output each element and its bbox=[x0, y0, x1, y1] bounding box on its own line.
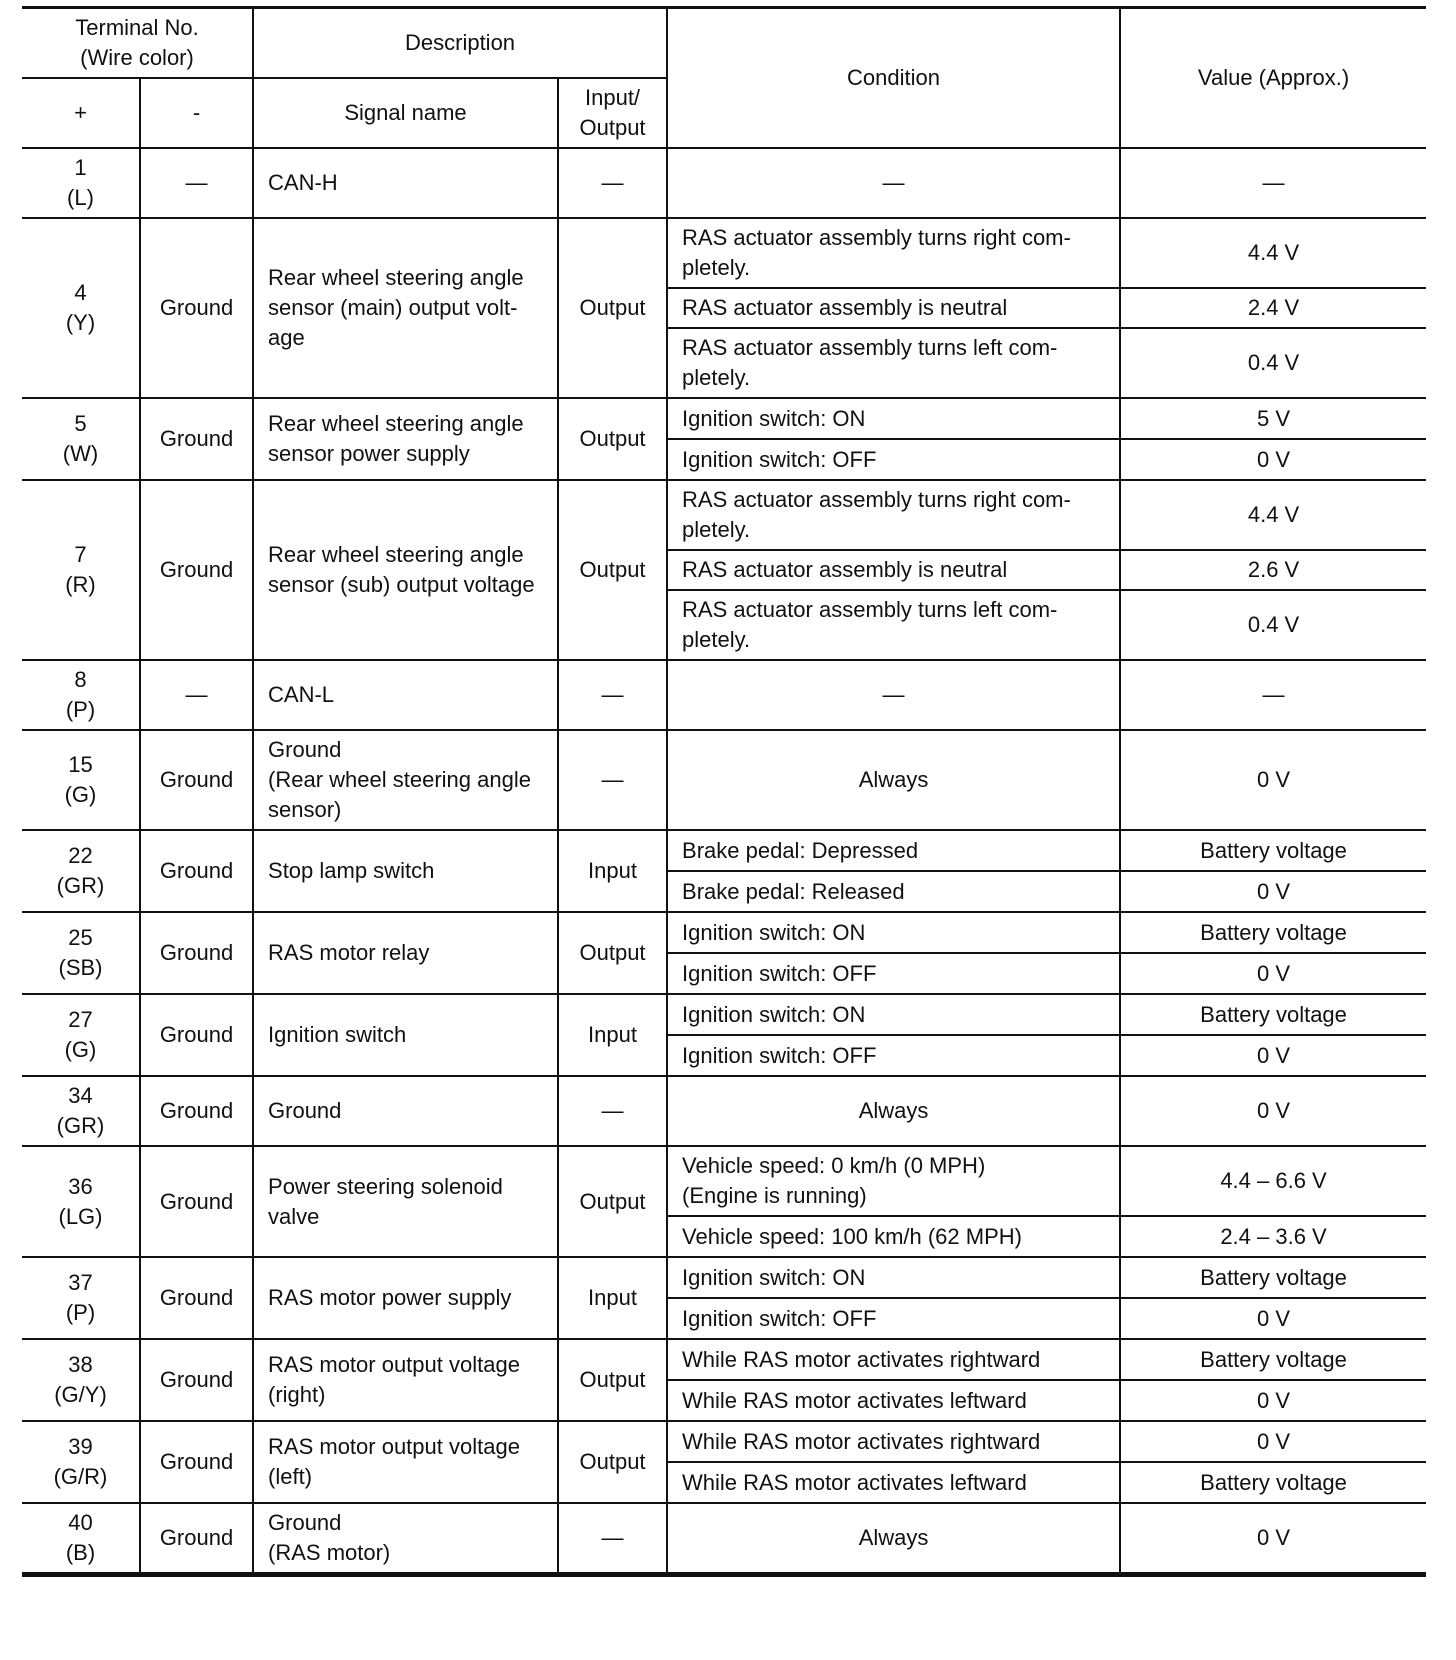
header-terminal-no-text: Terminal No. bbox=[75, 15, 199, 40]
signal-name-cell bbox=[253, 218, 558, 398]
terminal-table-sheet bbox=[22, 6, 1426, 1577]
signal-name-cell bbox=[253, 912, 558, 994]
condition-line: Always bbox=[858, 1098, 929, 1123]
value-cell: 5 V bbox=[1120, 398, 1426, 439]
condition-line: — bbox=[882, 170, 905, 195]
table-row bbox=[22, 1146, 1426, 1216]
terminal-number-cell bbox=[22, 398, 140, 480]
wire-color: (L) bbox=[67, 185, 94, 210]
condition-line: pletely. bbox=[682, 255, 751, 280]
value-cell: 2.4 V bbox=[1120, 288, 1426, 328]
value-cell: — bbox=[1120, 148, 1426, 218]
value-cell: — bbox=[1120, 660, 1426, 730]
minus-terminal: Ground bbox=[140, 398, 253, 480]
signal-name-line: valve bbox=[268, 1203, 320, 1229]
wire-color: (Y) bbox=[65, 310, 96, 335]
signal-name-cell bbox=[253, 1076, 558, 1146]
condition-line: Brake pedal: Released bbox=[682, 878, 905, 904]
input-output: Output bbox=[558, 1339, 667, 1421]
value-cell: Battery voltage bbox=[1120, 994, 1426, 1035]
signal-name-cell bbox=[253, 730, 558, 830]
condition-line: While RAS motor activates leftward bbox=[682, 1387, 1027, 1413]
condition-line: Ignition switch: ON bbox=[682, 1264, 866, 1290]
terminal-number: 25 bbox=[68, 925, 93, 950]
signal-name-line: Ground bbox=[268, 737, 342, 762]
minus-terminal: — bbox=[140, 148, 253, 218]
table-row bbox=[22, 398, 1426, 439]
header-terminal-no bbox=[22, 8, 253, 79]
terminal-number: 40 bbox=[68, 1510, 93, 1535]
wire-color: (GR) bbox=[56, 1113, 105, 1138]
signal-name-cell bbox=[253, 1421, 558, 1503]
signal-name-cell bbox=[253, 148, 558, 218]
signal-name-cell bbox=[253, 660, 558, 730]
value-cell: 0 V bbox=[1120, 439, 1426, 480]
signal-name-line: RAS motor relay bbox=[268, 940, 430, 965]
condition-cell bbox=[667, 830, 1120, 871]
table-body bbox=[22, 148, 1426, 1575]
minus-terminal: Ground bbox=[140, 730, 253, 830]
condition-cell bbox=[667, 1339, 1120, 1380]
wire-color: (B) bbox=[65, 1540, 96, 1565]
signal-name-cell bbox=[253, 480, 558, 660]
table-row bbox=[22, 218, 1426, 288]
condition-cell bbox=[667, 439, 1120, 480]
terminal-number: 1 bbox=[74, 155, 87, 180]
table-row bbox=[22, 830, 1426, 871]
terminal-number-cell bbox=[22, 1421, 140, 1503]
condition-cell bbox=[667, 1076, 1120, 1146]
table-row bbox=[22, 1421, 1426, 1462]
signal-name-line: RAS motor output voltage bbox=[268, 1434, 520, 1459]
wire-color: (P) bbox=[65, 1300, 96, 1325]
signal-name-line: (Rear wheel steering angle bbox=[268, 767, 531, 792]
value-cell: 0.4 V bbox=[1120, 590, 1426, 660]
terminal-number: 7 bbox=[74, 542, 87, 567]
terminal-number: 15 bbox=[68, 752, 93, 777]
signal-name-line: CAN-L bbox=[268, 682, 335, 707]
condition-line: (Engine is running) bbox=[682, 1183, 867, 1208]
wire-color: (LG) bbox=[58, 1203, 103, 1229]
signal-name-cell bbox=[253, 398, 558, 480]
wire-color: (G) bbox=[64, 1037, 97, 1062]
header-io-line2: Output bbox=[579, 115, 646, 140]
table-row bbox=[22, 912, 1426, 953]
value-cell: 4.4 V bbox=[1120, 480, 1426, 550]
condition-cell bbox=[667, 480, 1120, 550]
signal-name-line: CAN-H bbox=[268, 170, 338, 195]
value-cell: 4.4 – 6.6 V bbox=[1120, 1146, 1426, 1216]
condition-line: RAS actuator assembly turns right com- bbox=[682, 225, 1071, 250]
condition-cell bbox=[667, 871, 1120, 912]
signal-name-line: sensor power supply bbox=[268, 441, 470, 466]
condition-cell bbox=[667, 1421, 1120, 1462]
condition-line: Ignition switch: OFF bbox=[682, 1042, 877, 1068]
table-row bbox=[22, 1503, 1426, 1575]
condition-line: RAS actuator assembly is neutral bbox=[682, 295, 1008, 320]
condition-cell bbox=[667, 730, 1120, 830]
minus-terminal: Ground bbox=[140, 1421, 253, 1503]
terminal-number-cell bbox=[22, 1503, 140, 1575]
signal-name-line: (left) bbox=[268, 1464, 313, 1489]
value-cell: 4.4 V bbox=[1120, 218, 1426, 288]
minus-terminal: Ground bbox=[140, 994, 253, 1076]
table-row bbox=[22, 730, 1426, 830]
signal-name-cell bbox=[253, 1146, 558, 1257]
minus-terminal: Ground bbox=[140, 1257, 253, 1339]
minus-terminal: Ground bbox=[140, 1076, 253, 1146]
header-input-output bbox=[558, 78, 667, 148]
condition-cell bbox=[667, 1503, 1120, 1575]
terminal-number: 5 bbox=[74, 411, 87, 436]
input-output: Input bbox=[558, 994, 667, 1076]
condition-line: Always bbox=[858, 1525, 929, 1550]
terminal-number: 38 bbox=[68, 1352, 93, 1377]
condition-line: While RAS motor activates rightward bbox=[682, 1428, 1041, 1454]
condition-line: Vehicle speed: 100 km/h (62 MPH) bbox=[682, 1223, 1022, 1249]
table-row bbox=[22, 660, 1426, 730]
condition-cell bbox=[667, 1035, 1120, 1076]
input-output: — bbox=[558, 660, 667, 730]
wire-color: (SB) bbox=[58, 955, 103, 980]
condition-cell bbox=[667, 1462, 1120, 1503]
terminal-number-cell bbox=[22, 1339, 140, 1421]
condition-cell bbox=[667, 218, 1120, 288]
terminal-number: 27 bbox=[68, 1007, 93, 1032]
terminal-number-cell bbox=[22, 480, 140, 660]
signal-name-cell bbox=[253, 1257, 558, 1339]
condition-cell bbox=[667, 912, 1120, 953]
input-output: Output bbox=[558, 1421, 667, 1503]
signal-name-line: Rear wheel steering angle bbox=[268, 265, 524, 290]
condition-line: Vehicle speed: 0 km/h (0 MPH) bbox=[682, 1153, 986, 1178]
value-cell: Battery voltage bbox=[1120, 1462, 1426, 1503]
value-cell: 2.4 – 3.6 V bbox=[1120, 1216, 1426, 1257]
value-cell: 0 V bbox=[1120, 953, 1426, 994]
input-output: Output bbox=[558, 1146, 667, 1257]
wire-color: (W) bbox=[62, 441, 99, 466]
condition-cell bbox=[667, 994, 1120, 1035]
condition-cell bbox=[667, 328, 1120, 398]
value-cell: 0 V bbox=[1120, 730, 1426, 830]
value-cell: 0 V bbox=[1120, 1298, 1426, 1339]
minus-terminal: Ground bbox=[140, 830, 253, 912]
minus-terminal: — bbox=[140, 660, 253, 730]
minus-terminal: Ground bbox=[140, 218, 253, 398]
terminal-number-cell bbox=[22, 912, 140, 994]
signal-name-line: RAS motor power supply bbox=[268, 1285, 512, 1310]
input-output: Output bbox=[558, 218, 667, 398]
wire-color: (GR) bbox=[56, 873, 105, 898]
signal-name-line: Ground bbox=[268, 1098, 342, 1123]
condition-line: Ignition switch: ON bbox=[682, 1001, 866, 1027]
condition-cell bbox=[667, 1216, 1120, 1257]
condition-line: — bbox=[882, 682, 905, 707]
signal-name-line: Rear wheel steering angle bbox=[268, 411, 524, 436]
signal-name-line: Rear wheel steering angle bbox=[268, 542, 524, 567]
table-row bbox=[22, 148, 1426, 218]
condition-cell bbox=[667, 288, 1120, 328]
table-row bbox=[22, 994, 1426, 1035]
condition-line: Ignition switch: OFF bbox=[682, 446, 877, 472]
terminal-number-cell bbox=[22, 730, 140, 830]
signal-name-line: Ground bbox=[268, 1510, 342, 1535]
input-output: — bbox=[558, 730, 667, 830]
value-cell: Battery voltage bbox=[1120, 1339, 1426, 1380]
signal-name-line: RAS motor output voltage bbox=[268, 1352, 520, 1377]
signal-name-cell bbox=[253, 1503, 558, 1575]
wire-color: (R) bbox=[65, 572, 96, 597]
value-cell: Battery voltage bbox=[1120, 1257, 1426, 1298]
condition-cell bbox=[667, 1298, 1120, 1339]
condition-line: pletely. bbox=[682, 627, 751, 652]
input-output: Input bbox=[558, 1257, 667, 1339]
terminal-number: 34 bbox=[68, 1083, 93, 1108]
terminal-number: 36 bbox=[68, 1173, 93, 1199]
input-output: — bbox=[558, 1076, 667, 1146]
condition-cell bbox=[667, 148, 1120, 218]
condition-line: Ignition switch: ON bbox=[682, 919, 866, 945]
condition-cell bbox=[667, 1380, 1120, 1421]
table-header bbox=[22, 8, 1426, 149]
signal-name-line: (RAS motor) bbox=[268, 1540, 391, 1565]
value-cell: 2.6 V bbox=[1120, 550, 1426, 590]
signal-name-line: sensor (sub) output voltage bbox=[268, 572, 535, 597]
condition-line: Brake pedal: Depressed bbox=[682, 837, 919, 863]
condition-line: RAS actuator assembly turns left com- bbox=[682, 335, 1058, 360]
input-output: Output bbox=[558, 912, 667, 994]
terminal-number: 39 bbox=[68, 1434, 93, 1459]
signal-name-line: Ignition switch bbox=[268, 1022, 407, 1047]
header-value: Value (Approx.) bbox=[1120, 8, 1426, 149]
value-cell: 0 V bbox=[1120, 1421, 1426, 1462]
header-io-line1: Input/ bbox=[585, 85, 641, 110]
header-minus: - bbox=[140, 78, 253, 148]
input-output: Input bbox=[558, 830, 667, 912]
wire-color: (G/Y) bbox=[54, 1382, 107, 1407]
table-row bbox=[22, 480, 1426, 550]
wire-color: (G/R) bbox=[53, 1464, 108, 1489]
minus-terminal: Ground bbox=[140, 912, 253, 994]
minus-terminal: Ground bbox=[140, 1339, 253, 1421]
signal-name-line: sensor) bbox=[268, 797, 342, 822]
value-cell: 0 V bbox=[1120, 1076, 1426, 1146]
condition-line: RAS actuator assembly turns right com- bbox=[682, 487, 1071, 512]
signal-name-line: age bbox=[268, 325, 305, 350]
minus-terminal: Ground bbox=[140, 1146, 253, 1257]
table-row bbox=[22, 1339, 1426, 1380]
condition-line: Ignition switch: OFF bbox=[682, 960, 877, 986]
terminal-number: 4 bbox=[74, 280, 87, 305]
terminal-number: 22 bbox=[68, 843, 93, 868]
condition-line: While RAS motor activates leftward bbox=[682, 1469, 1027, 1495]
value-cell: 0 V bbox=[1120, 1380, 1426, 1421]
table-row bbox=[22, 1257, 1426, 1298]
condition-cell bbox=[667, 1257, 1120, 1298]
terminal-number-cell bbox=[22, 218, 140, 398]
signal-name-cell bbox=[253, 994, 558, 1076]
wire-color: (G) bbox=[64, 782, 97, 807]
header-plus: + bbox=[22, 78, 140, 148]
condition-line: Ignition switch: ON bbox=[682, 405, 866, 431]
value-cell: 0.4 V bbox=[1120, 328, 1426, 398]
terminal-number-cell bbox=[22, 830, 140, 912]
minus-terminal: Ground bbox=[140, 1503, 253, 1575]
terminal-number-cell bbox=[22, 994, 140, 1076]
input-output: — bbox=[558, 148, 667, 218]
value-cell: Battery voltage bbox=[1120, 912, 1426, 953]
terminal-number: 8 bbox=[74, 667, 87, 692]
condition-line: RAS actuator assembly turns left com- bbox=[682, 597, 1058, 622]
terminal-number: 37 bbox=[68, 1270, 93, 1295]
condition-line: pletely. bbox=[682, 517, 751, 542]
terminal-number-cell bbox=[22, 1076, 140, 1146]
condition-line: Ignition switch: OFF bbox=[682, 1305, 877, 1331]
signal-name-cell bbox=[253, 830, 558, 912]
header-condition: Condition bbox=[667, 8, 1120, 149]
condition-cell bbox=[667, 660, 1120, 730]
condition-cell bbox=[667, 1146, 1120, 1216]
signal-name-cell bbox=[253, 1339, 558, 1421]
input-output: Output bbox=[558, 398, 667, 480]
terminal-number-cell bbox=[22, 660, 140, 730]
value-cell: Battery voltage bbox=[1120, 830, 1426, 871]
condition-cell bbox=[667, 398, 1120, 439]
value-cell: 0 V bbox=[1120, 871, 1426, 912]
minus-terminal: Ground bbox=[140, 480, 253, 660]
input-output: — bbox=[558, 1503, 667, 1575]
wire-color: (P) bbox=[65, 697, 96, 722]
condition-cell bbox=[667, 550, 1120, 590]
input-output: Output bbox=[558, 480, 667, 660]
terminal-number-cell bbox=[22, 1257, 140, 1339]
condition-cell bbox=[667, 590, 1120, 660]
header-description: Description bbox=[253, 8, 667, 79]
terminal-table bbox=[22, 6, 1426, 1577]
condition-line: While RAS motor activates rightward bbox=[682, 1346, 1041, 1372]
signal-name-line: Stop lamp switch bbox=[268, 858, 435, 883]
header-wire-color-text: (Wire color) bbox=[80, 45, 194, 70]
header-signal-name: Signal name bbox=[253, 78, 558, 148]
table-row bbox=[22, 1076, 1426, 1146]
condition-line: Always bbox=[858, 767, 929, 792]
signal-name-line: (right) bbox=[268, 1382, 326, 1407]
value-cell: 0 V bbox=[1120, 1035, 1426, 1076]
terminal-number-cell bbox=[22, 148, 140, 218]
condition-line: RAS actuator assembly is neutral bbox=[682, 557, 1008, 582]
condition-line: pletely. bbox=[682, 365, 751, 390]
terminal-number-cell bbox=[22, 1146, 140, 1257]
signal-name-line: sensor (main) output volt- bbox=[268, 295, 518, 320]
signal-name-line: Power steering solenoid bbox=[268, 1173, 503, 1199]
condition-cell bbox=[667, 953, 1120, 994]
value-cell: 0 V bbox=[1120, 1503, 1426, 1575]
